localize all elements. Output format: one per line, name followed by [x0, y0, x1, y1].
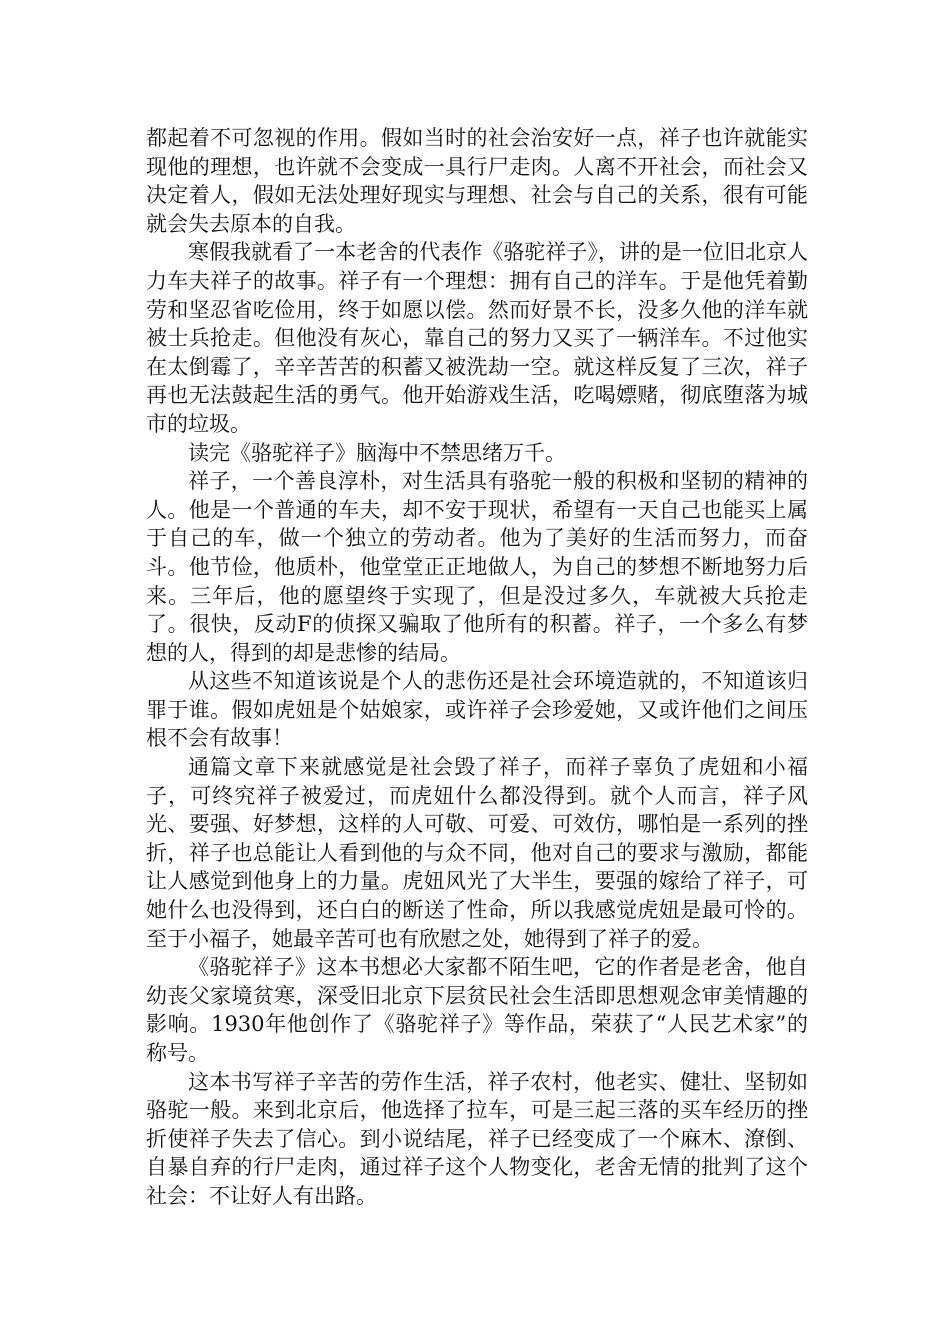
paragraph: 寒假我就看了一本老舍的代表作《骆驼祥子》，讲的是一位旧北京人力车夫祥子的故事。祥子有一个理想：拥有自己的洋车。于是他凭着勤劳和坚忍省吃俭用，终于如愿以偿。然而好景不长，没多久他的洋车就被士兵抢走。但他没有灰心，靠自己的努力又买了一辆洋车。不过他实在太倒霉了，辛辛苦苦的积蓄又被洗劫一空。就这样反复了三次，祥子再也无法鼓起生活的勇气。他开始游戏生活，吃喝嫖赌，彻底堕落为城市的垃圾。 [146, 240, 808, 436]
paragraph-continuation: 都起着不可忽视的作用。假如当时的社会治安好一点，祥子也许就能实现他的理想，也许就不会变成一具行尸走肉。人离不开社会，而社会又决定着人，假如无法处理好现实与理想、社会与自己的关系，很有可能就会失去原本的自我。 [146, 126, 808, 236]
paragraph: 读完《骆驼祥子》脑海中不禁思绪万千。 [188, 440, 566, 465]
paragraph: 祥子，一个善良淳朴，对生活具有骆驼一般的积极和坚韧的精神的人。他是一个普通的车夫，却不安于现状，希望有一天自己也能买上属于自己的车，做一个独立的劳动者。他为了美好的生活而努力，而奋斗。他节俭，他质朴，他堂堂正正地做人，为自己的梦想不断地努力后来。三年后，他的愿望终于实现了，但是没过多久，车就被大兵抢走了。很快，反动F的侦探又骗取了他所有的积蓄。祥子，一个多么有梦想的人，得到的却是悲惨的结局。 [146, 469, 808, 665]
body-text [146, 124, 808, 1211]
paragraph: 《骆驼祥子》这本书想必大家都不陌生吧，它的作者是老舍，他自幼丧父家境贫寒，深受旧北京下层贫民社会生活即思想观念审美情趣的影响。1930年他创作了《骆驼祥子》等作品，荣获了“人民艺术家”的称号。 [146, 955, 808, 1065]
paragraph: 通篇文章下来就感觉是社会毁了祥子，而祥子辜负了虎妞和小福子，可终究祥子被爱过，而虎妞什么都没得到。就个人而言，祥子风光、要强、好梦想，这样的人可敬、可爱、可效仿，哪怕是一系列的挫折，祥子也总能让人看到他的与众不同，他对自己的要求与激励，都能让人感觉到他身上的力量。虎妞风光了大半生，要强的嫁给了祥子，可她什么也没得到，还白白的断送了性命，所以我感觉虎妞是最可怜的。至于小福子，她最辛苦可也有欣慰之处，她得到了祥子的爱。 [146, 755, 808, 951]
paragraph: 这本书写祥子辛苦的劳作生活，祥子农村，他老实、健壮、坚韧如骆驼一般。来到北京后，他选择了拉车，可是三起三落的买车经历的挫折使祥子失去了信心。到小说结尾，祥子已经变成了一个麻木、潦倒、自暴自弃的行尸走肉，通过祥子这个人物变化，老舍无情的批判了这个社会：不让好人有出路。 [146, 1069, 808, 1208]
paragraph: 从这些不知道该说是个人的悲伤还是社会环境造就的，不知道该归罪于谁。假如虎妞是个姑娘家，或许祥子会珍爱她，又或许他们之间压根不会有故事！ [146, 669, 808, 751]
